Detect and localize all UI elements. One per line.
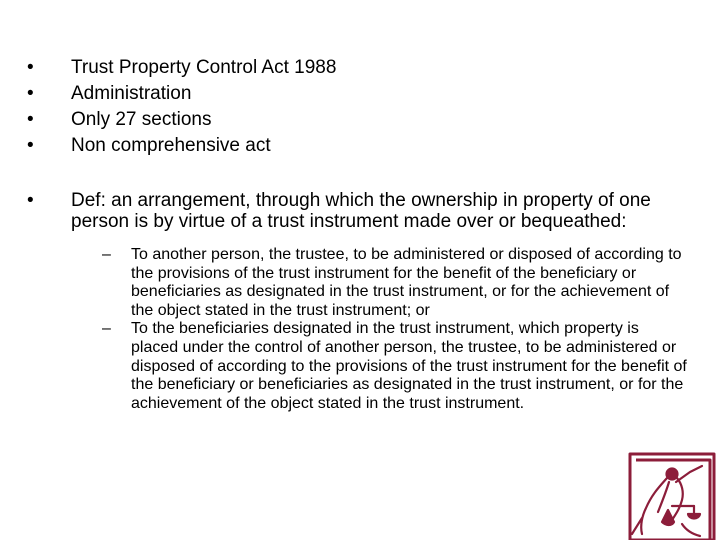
bullet-item bbox=[27, 81, 667, 107]
university-crest-icon bbox=[622, 448, 718, 540]
dash-marker: – bbox=[102, 246, 111, 263]
definition-block bbox=[27, 190, 687, 413]
bullet-text: Non comprehensive act bbox=[71, 135, 271, 156]
bullet-marker: • bbox=[27, 57, 34, 78]
bullet-text: Only 27 sections bbox=[71, 109, 212, 130]
definition-item bbox=[27, 190, 677, 232]
sub-list-item bbox=[102, 320, 687, 413]
definition-text: Def: an arrangement, through which the ownership in property of one person is by virtue of a trust instrument made over or bequeathed: bbox=[71, 190, 651, 232]
bullet-marker: • bbox=[27, 109, 34, 130]
bullet-marker: • bbox=[27, 190, 34, 211]
bullet-item bbox=[27, 107, 667, 133]
sub-list-text: To the beneficiaries designated in the trust instrument, which property is placed under the control of another person, the trustee, to be administered or disposed of according to the provisions of the trust instrument for the benefit of the beneficiary or beneficiaries as designated in the trust instrument, or for the achievement of the object stated in the trust instrument. bbox=[131, 320, 687, 412]
definition-sub-list bbox=[102, 246, 687, 413]
sub-list-text: To another person, the trustee, to be administered or disposed of according to the provisions of the trust instrument for the benefit of the beneficiary or beneficiaries as designated in the trust instrument, or for the achievement of the object stated in the trust instrument; or bbox=[131, 246, 682, 319]
bullet-marker: • bbox=[27, 135, 34, 156]
bullet-text: Administration bbox=[71, 83, 192, 104]
bullet-item bbox=[27, 55, 667, 81]
bullet-list bbox=[27, 55, 667, 159]
sub-list-item bbox=[102, 246, 687, 320]
dash-marker: – bbox=[102, 320, 111, 338]
bullet-text: Trust Property Control Act 1988 bbox=[71, 57, 337, 78]
bullet-marker: • bbox=[27, 83, 34, 104]
bullet-item bbox=[27, 133, 667, 159]
